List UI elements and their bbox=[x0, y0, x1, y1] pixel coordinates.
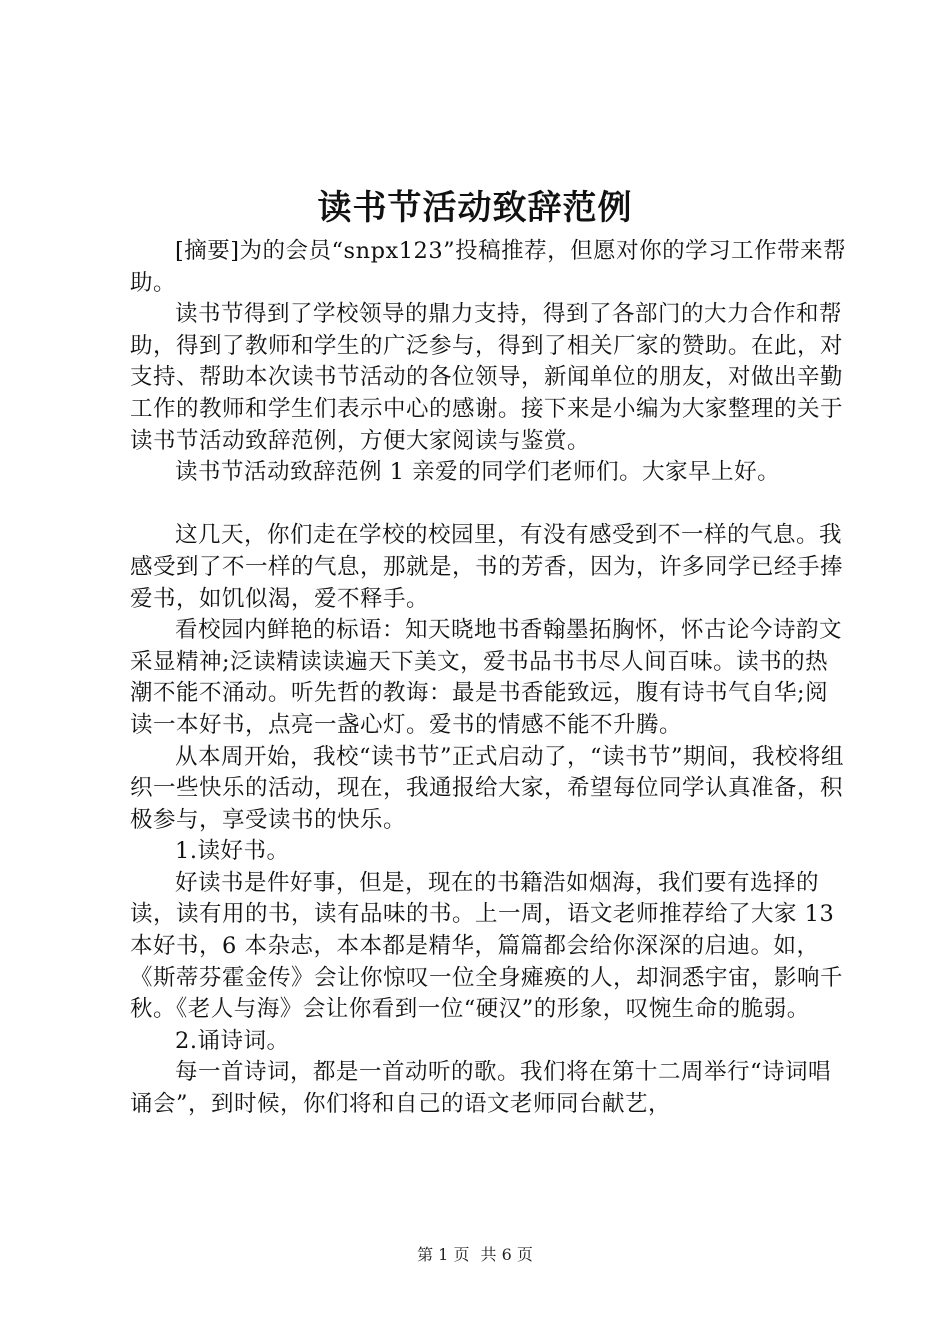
paragraph-spacer bbox=[130, 489, 850, 521]
page-total: 共 6 页 bbox=[480, 1245, 533, 1264]
paragraph-intro: 读书节得到了学校领导的鼎力支持，得到了各部门的大力合作和帮助，得到了教师和学生的广泛参与，得到了相关厂家的赞助。在此，对支持、帮助本次读书节活动的各位领导，新闻单位的朋友，对做出辛勤工作的教师和学生们表示中心的感谢。接下来是小编为大家整理的关于读书节活动致辞范例，方便大家阅读与鉴赏。 bbox=[130, 301, 844, 454]
list-item-recite-poems: 2.诵诗词。 bbox=[175, 1027, 290, 1054]
document-body bbox=[130, 236, 850, 1121]
page-number: 第 1 页 bbox=[417, 1245, 470, 1264]
paragraph-slogans: 看校园内鲜艳的标语：知天晓地书香翰墨拓胸怀，怀古论今诗韵文采显精神;泛读精读读遍天下美文，爱书品书书尽人间百味。读书的热潮不能不涌动。听先哲的教诲：最是书香能致远，腹有诗书气自华;阅读一本好书，点亮一盏心灯。爱书的情感不能不升腾。 bbox=[130, 617, 843, 738]
paragraph-recite-poems: 每一首诗词，都是一首动听的歌。我们将在第十二周举行“诗词唱诵会”，到时候，你们将和自己的语文老师同台献艺， bbox=[130, 1059, 832, 1118]
paragraph-atmosphere: 这几天，你们走在学校的校园里，有没有感受到不一样的气息。我感受到了不一样的气息，那就是，书的芳香，因为，许多同学已经手捧爱书，如饥似渴，爱不释手。 bbox=[130, 522, 844, 612]
list-item-read-books: 1.读好书。 bbox=[175, 838, 290, 865]
paragraph-abstract: [摘要]为的会员“snpx123”投稿推荐，但愿对你的学习工作带来帮助。 bbox=[130, 238, 847, 296]
paragraph-announcement: 从本周开始，我校“读书节”正式启动了，“读书节”期间，我校将组织一些快乐的活动，现在，我通报给大家，希望每位同学认真准备，积极参与，享受读书的快乐。 bbox=[130, 743, 845, 833]
document-title: 读书节活动致辞范例 bbox=[317, 188, 633, 228]
page-footer bbox=[0, 1243, 950, 1267]
paragraph-greeting: 读书节活动致辞范例 1 亲爱的同学们老师们。大家早上好。 bbox=[175, 459, 781, 486]
paragraph-read-books: 好读书是件好事，但是，现在的书籍浩如烟海，我们要有选择的读，读有用的书，读有品味的书。上一周，语文老师推荐给了大家 13 本好书，6 本杂志，本本都是精华，篇篇都会给你深深的启迪。如，《斯蒂芬霍金传》会让你惊叹一位全身瘫痪的人，却洞悉宇宙，影响千秋。《老人与海》会让你看到一位“硬汉”的形象，叹惋生命的脆弱。 bbox=[130, 869, 844, 1023]
